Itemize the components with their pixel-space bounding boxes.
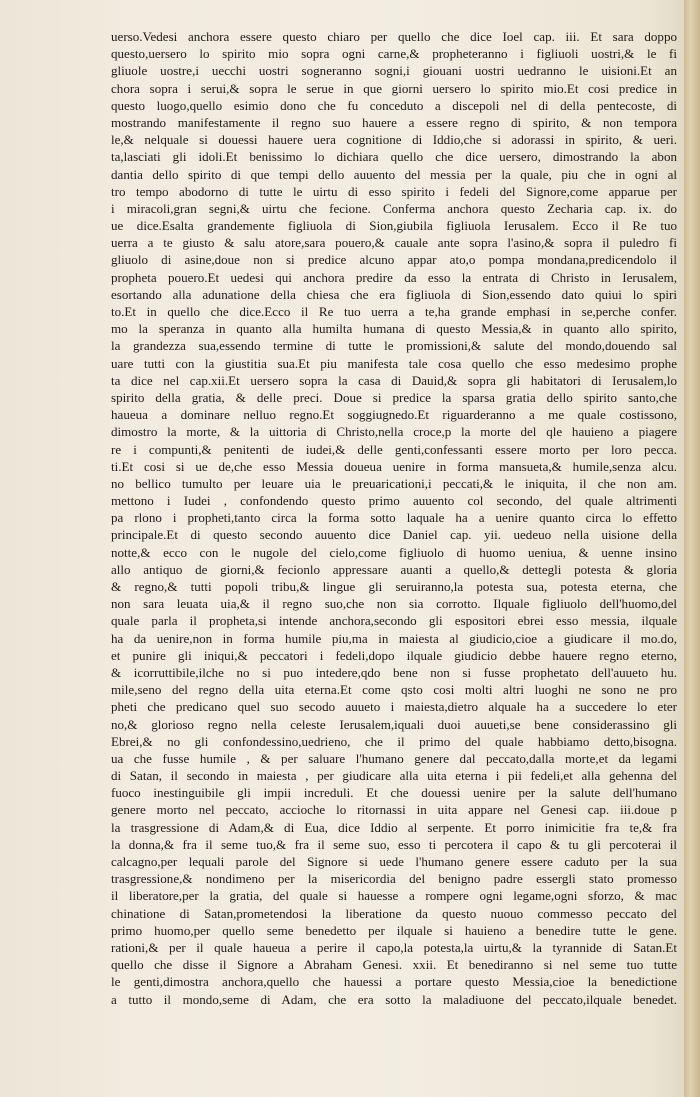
- text-line: le genti,dimostra anchora,quello che hauessi a portare questo Messia,cioe la benedictione: [111, 974, 677, 990]
- body-text: [111, 28, 677, 1008]
- text-line: il liberatore,per la gratia, del quale si hauesse a rompere ogni legame,ogni sforzo, & mac: [111, 888, 677, 904]
- text-line: re i compunti,& penitenti de iudei,& delle genti,confessanti essere morto per loro pecca.: [111, 441, 677, 457]
- page-edge: [684, 0, 700, 1097]
- text-line: gliuolo di asine,doue non si predice alcuno appar ato,o pompa mondana,predicendolo il: [111, 252, 677, 268]
- text-line: fuoco inestinguibile gli impii increduli. Et che douessi uenire per la salute dell'humano: [111, 785, 677, 801]
- text-line: chora sopra i serui,& sopra le serue in que giorni uersero lo spirito mio.Et cosi predice in: [111, 80, 677, 96]
- text-line: Ebrei,& no gli confondessino,uedrieno, che il primo del quale habbiamo detto,bisogna.: [111, 733, 677, 749]
- text-line: uerra a te giusto & salu atore,sara pouero,& cauale ante sopra l'asino,& sopra il puledro fi: [111, 235, 677, 251]
- text-line: no bellico tumulto per leuare uia le preuaricationi,i peccati,& le iniquita, il che non am.: [111, 475, 677, 491]
- text-line: calcagno,per lequali parole del Signore si uede l'humano genere essere caduto per la sua: [111, 854, 677, 869]
- text-line: la donna,& fra il seme tuo,& fra il seme suo, esso ti percotera il capo & tu gli percoterai il: [111, 836, 677, 852]
- text-line: ue dice.Esalta grandemente figliuola di Sion,giubila figliuola Ierusalem. Ecco il Re tuo: [111, 218, 677, 234]
- text-line: rationi,& per il quale haueua a perire il capo,la potesta,la uirtu,& la tyrannide di Satan.Et: [111, 939, 677, 955]
- text-line: non sara leuata uia,& il regno suo,che non sia corrotto. Ilquale figliuolo dell'huomo,del: [111, 596, 677, 612]
- text-line: pa rlono i propheti,tanto circa la forma sotto laquale ha a uenire quanto circa lo effetto: [111, 510, 677, 526]
- text-line: esortando alla adunatione della chiesa che era figliuola di Sion,essendo dato quiui lo spiri: [111, 286, 677, 302]
- text-line: gliuole uostre,i uecchi uostri sogneranno sogni,i giouani uostri uedranno le uisioni.Et an: [111, 63, 677, 79]
- text-line: propheta pouero.Et uedesi qui anchora predire da esso la entrata di Christo in Ierusalem,: [111, 269, 677, 285]
- text-line: to.Et in quello che dice.Ecco il Re tuo uerra a te,ha grande emphasi in se,perche confer.: [111, 304, 677, 319]
- text-line: chinatione di Satan,prometendosi la liberatione da questo nuouo commesso peccato del: [111, 905, 677, 921]
- text-line: pheti che predicano quel suo secodo auueto i maiesta,dietro alquale ha a succedere lo eter: [111, 699, 677, 715]
- text-line: primo huomo,per quello seme benedetto per ilquale si hauieno a benedire tutte le gene.: [111, 922, 677, 938]
- text-line: uerso.Vedesi anchora essere questo chiaro per quello che dice Ioel cap. iii. Et sara doppo: [111, 29, 677, 44]
- text-line: questo,uersero lo spirito mio sopra ogni carne,& propheteranno i figliuoli uostri,& le fi: [111, 46, 677, 62]
- text-line: no,& glorioso regno nella celeste Ierusalem,iquali duoi auueti,se bene considerassino gli: [111, 716, 677, 732]
- text-line: mettono i Iudei , confondendo questo primo auuento col secondo, del quale altrimenti: [111, 493, 677, 509]
- text-line: ta,lasciati gli idoli.Et benissimo lo dichiara quello che dice uersero, dimostrando la abon: [111, 149, 677, 165]
- text-line: & icorruttibile,ilche no si puo intedere,qdo bene non si fusse prophetato dell'auueto hu.: [111, 664, 677, 680]
- text-line: tro tempo abodorno di tutte le uirtu di esso spirito i fedeli del Signore,come apparue per: [111, 183, 677, 199]
- text-line: uare tutti con la giustitia sua.Et piu manifesta tale cosa quello che esso medesimo prophe: [111, 355, 677, 371]
- text-line: dimostro la morte, & la uittoria di Christo,nella croce,p la morte del qle hauieno a piagere: [111, 424, 677, 440]
- text-line: di Satan, il secondo in maiesta , per giudicare alla uita eterna i pii fedeli,et alla gehenna del: [111, 768, 677, 784]
- text-line: ha da uenire,non in forma humile piu,ma in maiesta al giudicio,cioe a giudicare il mo.do,: [111, 630, 677, 646]
- text-line: allo antiquo de giorni,& fecionlo appressare auanti a quello,& dettegli potesta & gloria: [111, 561, 677, 577]
- text-line: questo luogo,quello esimio dono che fu conceduto a discepoli nel di della pentecoste, di: [111, 97, 677, 113]
- text-line: a tutto il mondo,seme di Adam, che era sotto la maladiuone del peccato,ilquale benedet.: [111, 991, 677, 1007]
- text-line: la trasgressione di Adam,& di Eua, dice Iddio al serpente. Et porro inimicitie fra te,& fra: [111, 819, 677, 835]
- text-line: principale.Et di questo secondo auuento dice Daniel cap. yii. uedeuo nella uisione della: [111, 527, 677, 543]
- text-line: la grandezza sua,essendo termine di tutte le promissioni,& salute del mondo,douendo sal: [111, 338, 677, 354]
- text-line: trasgressione,& nondimeno per la misericordia del benigno padre essergli stato promesso: [111, 871, 677, 887]
- text-line: et punire gli iniqui,& peccatori i fedeli,dopo ilquale giudicio debbe hauere regno eterno,: [111, 647, 677, 663]
- text-line: notte,& ecco con le nugole del cielo,come figliuolo di huomo ueniua, & uenne insino: [111, 544, 677, 560]
- text-line: & regno,& tutti popoli tribu,& lingue gli seruiranno,la potesta sua, potesta eterna, che: [111, 579, 677, 594]
- text-line: genere morto nel peccato, accioche lo ritornassi in uita appare nel Genesi cap. iii.doue p: [111, 802, 677, 818]
- text-line: ti.Et cosi si ue de,che esso Messia doueua uenire in forma mansueta,& humile,senza alcu.: [111, 458, 677, 474]
- text-line: mile,seno del regno della uita eterna.Et come qsto cosi molti altri luoghi ne sono ne pro: [111, 682, 677, 698]
- text-line: spirito della gratia, & delle preci. Doue si predice la sparsa gratia dello spirito santo,che: [111, 389, 677, 405]
- text-line: le,& nelquale si douessi hauere uera cognitione di Iddio,che si adorassi in spirito, & ueri.: [111, 132, 677, 148]
- text-line: mo la speranza in quanto alla humilta humana di questo Messia,& in quanto allo spirito,: [111, 321, 677, 337]
- text-line: ta dice nel cap.xii.Et uersero sopra la casa di Dauid,& sopra gli habitatori di Ierusalem,lo: [111, 372, 677, 388]
- text-line: quale parla il propheta,si intende anchora,secondo gli espositori ebrei esso messia, ilquale: [111, 613, 677, 629]
- text-line: dantia dello spirito di que tempi dello auuento del messia per la quale, piu che in ogni al: [111, 166, 677, 182]
- text-line: quello che disse il Signore a Abraham Genesi. xxii. Et benediranno si nel seme tuo tutte: [111, 957, 677, 973]
- text-line: ua che fusse humile , & per saluare l'humano genere dal peccato,dalla morte,et da legami: [111, 750, 677, 766]
- text-line: haueua a dominare nelluo regno.Et soggiugnedo.Et riguarderanno a me quale costissono,: [111, 407, 677, 423]
- text-line: i miracoli,gran segni,& uirtu che fecione. Conferma anchora questo Zecharia cap. ix. do: [111, 200, 677, 216]
- text-line: mostrando manifestamente il regno suo hauere a essere regno di spirito, & non tempora: [111, 114, 677, 130]
